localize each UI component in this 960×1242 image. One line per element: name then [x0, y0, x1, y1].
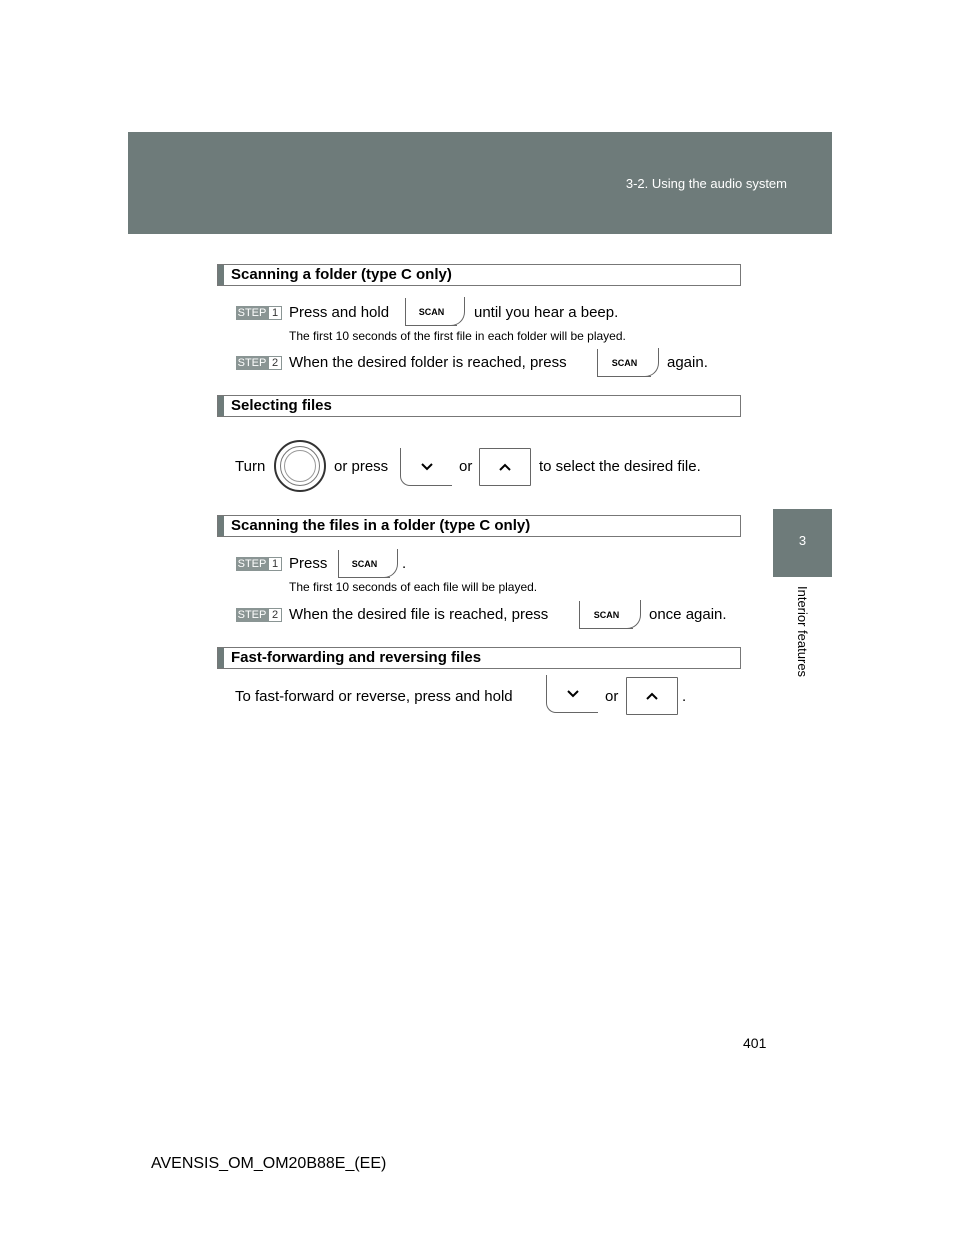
instruction-text: or press [334, 458, 389, 475]
step-number: 1 [268, 306, 282, 320]
instruction-text: To fast-forward or reverse, press and hold [235, 688, 513, 705]
step-label: STEP [237, 609, 267, 621]
section-title: Scanning the files in a folder (type C only) [231, 517, 531, 534]
instruction-text: or [459, 458, 473, 475]
section-heading [217, 395, 741, 417]
page-number: 401 [743, 1035, 767, 1051]
section-title: Selecting files [231, 397, 332, 414]
chapter-tab [773, 509, 832, 577]
scan-button-icon: SCAN [579, 601, 633, 629]
step-text-pre: Press [289, 555, 328, 572]
step-note: The first 10 seconds of each file will be played. [289, 580, 538, 594]
step-label: STEP [237, 307, 267, 319]
chapter-number: 3 [798, 533, 807, 548]
step-text-pre: When the desired folder is reached, press [289, 354, 567, 371]
step-label: STEP [237, 357, 267, 369]
scan-button-icon: SCAN [338, 550, 390, 578]
step-note: The first 10 seconds of the first file in each folder will be played. [289, 329, 626, 343]
chapter-label: Interior features [795, 586, 810, 678]
step-badge [236, 557, 282, 571]
chevron-up-icon [645, 691, 659, 701]
step-text-pre: When the desired file is reached, press [289, 606, 549, 623]
section-heading [217, 264, 741, 286]
scan-button-icon: SCAN [597, 349, 651, 377]
section-header-title: 3-2. Using the audio system [625, 176, 787, 191]
tune-knob-icon [274, 440, 326, 492]
step-badge [236, 356, 282, 370]
instruction-text: or [605, 688, 619, 705]
step-text-post: . [402, 555, 407, 572]
step-number: 1 [268, 557, 282, 571]
step-text-post: until you hear a beep. [474, 304, 619, 321]
step-text-post: again. [667, 354, 708, 371]
section-title: Scanning a folder (type C only) [231, 266, 452, 283]
scan-button-icon: SCAN [405, 298, 457, 326]
instruction-text: . [682, 688, 687, 705]
step-text-pre: Press and hold [289, 304, 390, 321]
instruction-text: Turn [235, 458, 266, 475]
chevron-up-icon [498, 462, 512, 472]
section-heading [217, 647, 741, 669]
document-code: AVENSIS_OM_OM20B88E_(EE) [151, 1155, 387, 1172]
step-text-post: once again. [649, 606, 727, 623]
step-badge [236, 608, 282, 622]
chevron-up-button-icon [626, 677, 678, 715]
step-number: 2 [268, 608, 282, 622]
step-number: 2 [268, 356, 282, 370]
chevron-down-button-icon [400, 448, 452, 486]
chevron-down-button-icon [546, 675, 598, 713]
chevron-up-button-icon [479, 448, 531, 486]
step-label: STEP [237, 558, 267, 570]
step-badge [236, 306, 282, 320]
section-title: Fast-forwarding and reversing files [231, 649, 482, 666]
instruction-text: to select the desired file. [539, 458, 701, 475]
chevron-down-icon [566, 689, 580, 699]
section-heading [217, 515, 741, 537]
header-band [128, 132, 832, 234]
chevron-down-icon [420, 462, 434, 472]
